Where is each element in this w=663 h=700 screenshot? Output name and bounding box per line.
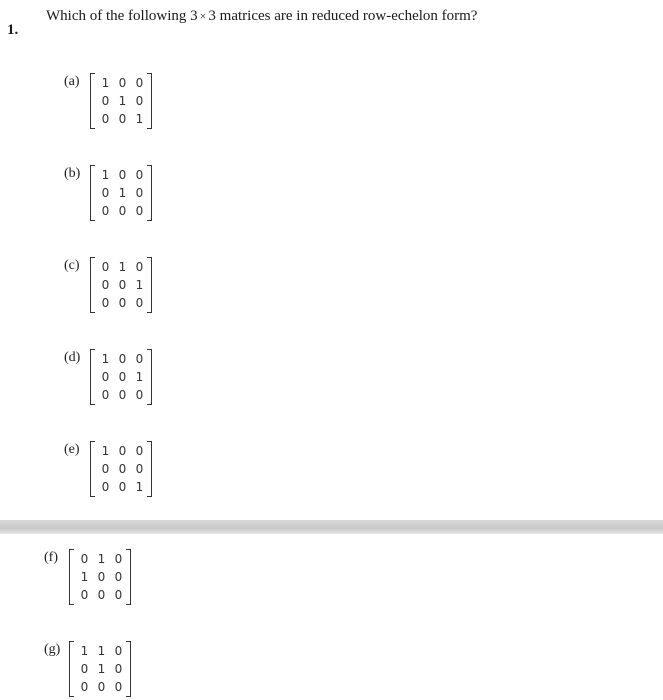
matrix-cell: 0 [118, 462, 127, 476]
matrix-cell: 1 [135, 370, 144, 384]
matrix-cell: 0 [118, 352, 127, 366]
matrix-cell: 0 [135, 186, 144, 200]
matrix-cell: 0 [135, 168, 144, 182]
matrix-cell: 0 [135, 260, 144, 274]
matrix-cell: 0 [114, 570, 123, 584]
right-bracket [126, 549, 131, 605]
matrix-cell: 0 [114, 662, 123, 676]
matrix-cell: 1 [118, 94, 127, 108]
matrix-cell: 0 [135, 76, 144, 90]
matrix-grid [76, 642, 127, 696]
matrix-cell: 0 [80, 680, 89, 694]
matrix-cell: 0 [118, 204, 127, 218]
matrix-cell: 0 [80, 588, 89, 602]
matrix-grid [97, 74, 148, 128]
math-dim-b: 3 [208, 8, 216, 24]
matrix-cell: 0 [101, 204, 110, 218]
matrix-cell: 0 [101, 370, 110, 384]
matrix-cell: 0 [135, 444, 144, 458]
option-label: (b) [64, 166, 81, 181]
right-bracket [147, 257, 152, 313]
matrix-cell: 0 [97, 588, 106, 602]
matrix-cell: 0 [80, 662, 89, 676]
option-label: (f) [44, 550, 58, 565]
matrix-cell: 0 [135, 204, 144, 218]
matrix-cell: 1 [97, 644, 106, 658]
matrix-cell: 1 [135, 480, 144, 494]
matrix-cell: 1 [101, 76, 110, 90]
matrix-cell: 0 [118, 370, 127, 384]
option-label: (a) [64, 74, 80, 89]
matrix-grid [97, 166, 148, 220]
matrix-cell: 1 [97, 552, 106, 566]
times-symbol: × [199, 9, 207, 23]
right-bracket [147, 441, 152, 497]
question-pre: Which of the following [46, 8, 187, 24]
matrix [90, 348, 152, 406]
left-bracket [69, 641, 74, 697]
left-bracket [90, 257, 95, 313]
question-text [46, 8, 477, 25]
matrix-cell: 0 [135, 352, 144, 366]
matrix-grid [97, 350, 148, 404]
matrix-cell: 0 [97, 680, 106, 694]
matrix [90, 72, 152, 130]
right-bracket [147, 165, 152, 221]
matrix-cell: 1 [118, 186, 127, 200]
option-label: (c) [64, 258, 80, 273]
matrix-grid [97, 258, 148, 312]
matrix-cell: 0 [135, 296, 144, 310]
matrix-cell: 0 [118, 278, 127, 292]
right-bracket [126, 641, 131, 697]
matrix-cell: 0 [118, 388, 127, 402]
matrix-cell: 1 [80, 570, 89, 584]
matrix-cell: 0 [118, 168, 127, 182]
matrix-cell: 1 [135, 278, 144, 292]
option-label: (e) [64, 442, 80, 457]
matrix-cell: 0 [118, 296, 127, 310]
matrix-cell: 0 [80, 552, 89, 566]
matrix-cell: 1 [118, 260, 127, 274]
question-post: matrices are in reduced row-echelon form? [219, 8, 478, 24]
matrix-cell: 0 [114, 552, 123, 566]
matrix-cell: 0 [101, 462, 110, 476]
option-label: (d) [64, 350, 81, 365]
matrix-cell: 0 [101, 388, 110, 402]
matrix-cell: 1 [101, 168, 110, 182]
left-bracket [90, 73, 95, 129]
matrix-cell: 1 [101, 444, 110, 458]
matrix-cell: 0 [118, 112, 127, 126]
right-bracket [147, 73, 152, 129]
matrix-cell: 0 [118, 480, 127, 494]
left-bracket [90, 441, 95, 497]
matrix-cell: 0 [101, 94, 110, 108]
matrix-grid [76, 550, 127, 604]
matrix-cell: 0 [101, 278, 110, 292]
matrix-cell: 0 [101, 186, 110, 200]
matrix-cell: 1 [101, 352, 110, 366]
left-bracket [90, 165, 95, 221]
matrix-cell: 0 [135, 94, 144, 108]
matrix-cell: 0 [135, 388, 144, 402]
matrix-cell: 0 [135, 462, 144, 476]
matrix-cell: 0 [114, 588, 123, 602]
matrix-cell: 0 [97, 570, 106, 584]
matrix-cell: 1 [97, 662, 106, 676]
page-divider [0, 520, 663, 534]
matrix [90, 440, 152, 498]
matrix [69, 640, 131, 698]
left-bracket [69, 549, 74, 605]
math-dim-a: 3 [190, 8, 198, 24]
matrix-cell: 0 [118, 444, 127, 458]
matrix [69, 548, 131, 606]
matrix-cell: 0 [114, 680, 123, 694]
matrix-cell: 0 [118, 76, 127, 90]
option-label: (g) [44, 642, 61, 657]
matrix-grid [97, 442, 148, 496]
matrix-cell: 0 [101, 112, 110, 126]
matrix-cell: 1 [135, 112, 144, 126]
matrix-cell: 0 [114, 644, 123, 658]
matrix-cell: 0 [101, 260, 110, 274]
matrix-cell: 0 [101, 296, 110, 310]
question-number: 1. [7, 22, 19, 38]
matrix-cell: 0 [101, 480, 110, 494]
left-bracket [90, 349, 95, 405]
matrix [90, 256, 152, 314]
matrix [90, 164, 152, 222]
matrix-cell: 1 [80, 644, 89, 658]
right-bracket [147, 349, 152, 405]
